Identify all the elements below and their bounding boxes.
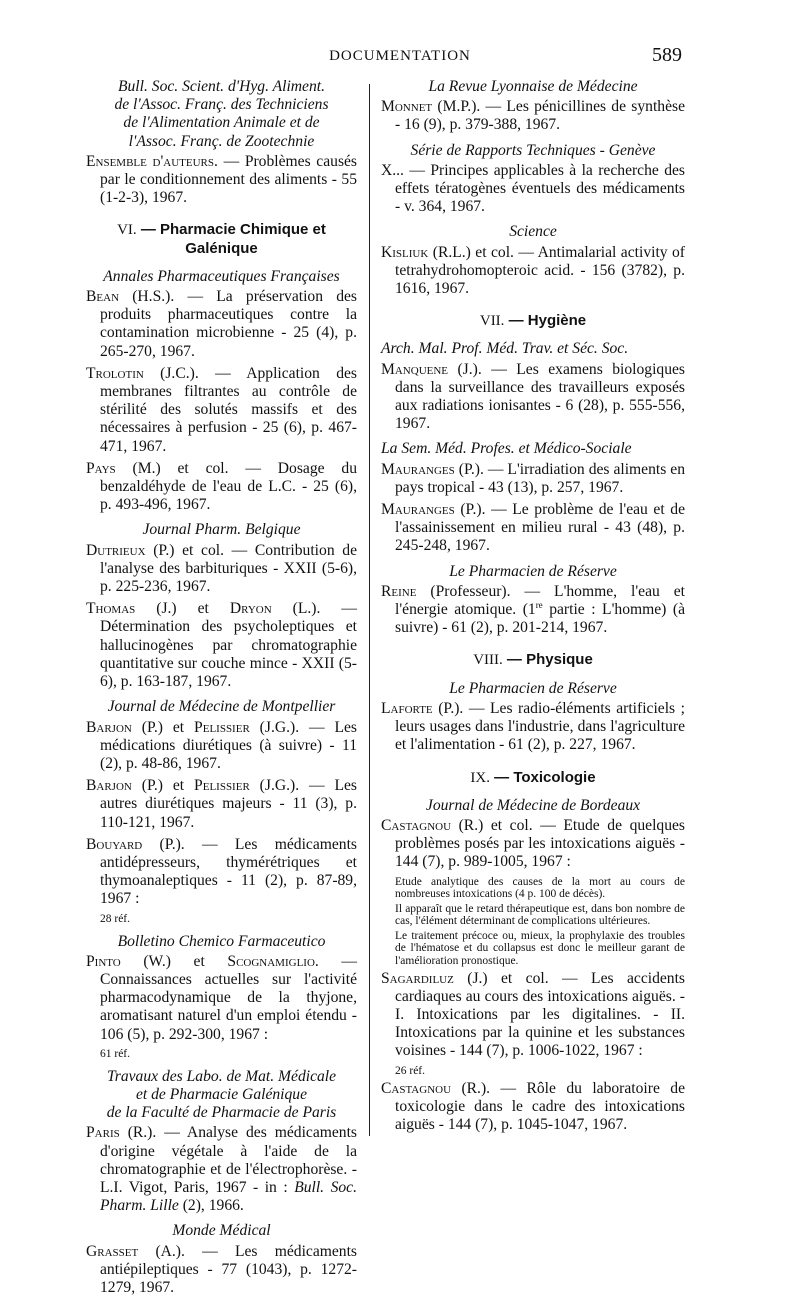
entry-author: Reine [381, 582, 417, 600]
bibliography-entry [381, 970, 685, 1061]
bibliography-entry [86, 1243, 357, 1298]
entry-initials: (P.) et [131, 718, 195, 736]
entry-coauthor-initials: (J.G.). [249, 718, 300, 736]
entry-author: Bouyard [86, 835, 143, 853]
entry-text: — Les médicaments antiépileptiques - 77 (1043), p. 1272-1279, 1967. [100, 1242, 358, 1296]
entry-author: Sagardiluz [381, 969, 454, 987]
section-heading [86, 221, 357, 257]
section-heading [381, 769, 685, 787]
entry-text: — Analyse des médicaments d'origine végétale à l'aide de la chromatographie et de l'électrophorèse. - L.I. Vigot, Paris, 1967 - in : [100, 1124, 358, 1196]
entry-initials: (P.). [432, 699, 464, 717]
reference-count: 28 réf. [100, 912, 131, 925]
entry-text: — L'irradiation des aliments en pays tropical - 43 (13), p. 257, 1967. [395, 460, 685, 496]
entry-author: X... [381, 161, 404, 179]
entry-text: — Connaissances actuelles sur l'activité pharmacodynamique de la thyjone, aromatisant naturel d'un emploi étendu - 106 (5), p. 292-300, 1967 : [100, 952, 357, 1043]
entry-text: — Antimalarial activity of tetrahydrohomopteroic acid. - 156 (3782), p. 1616, 1967. [395, 243, 686, 298]
bibliography-entry [381, 461, 685, 497]
bibliography-entry [86, 953, 357, 1044]
abstract-note: Etude analytique des causes de la mort au cours de nombreuses intoxications (4 p. 100 de décès). [395, 875, 685, 901]
entry-text: — Les examens biologiques dans la surveillance des travailleurs exposés aux radiations ionisantes - 6 (28), p. 555-556, 1967. [395, 360, 686, 433]
entry-author: Trolotin [86, 364, 144, 382]
entry-coauthor: Dryon [229, 600, 272, 618]
section-title: — Pharmacie Chimique et Galénique [136, 221, 326, 257]
section-heading [381, 312, 685, 330]
entry-initials: (Professeur). [416, 582, 511, 600]
ordinal-superscript: re [535, 599, 543, 610]
section-number: VIII. [473, 652, 503, 669]
column-divider [369, 84, 370, 1136]
section-heading [381, 651, 685, 669]
entry-author: Castagnou [381, 816, 452, 834]
journal-title: Annales Pharmaceutiques Françaises [103, 267, 340, 285]
entry-text-tail: partie : L'homme) (à suivre) - 61 (2), p. 201-214, 1967. [395, 601, 685, 637]
entry-author: Monnet [381, 98, 433, 116]
page-number: 589 [652, 44, 682, 66]
entry-initials: (J.). [448, 360, 482, 378]
bibliography-entry [381, 583, 685, 638]
entry-coauthor-initials: (J.G.). [249, 777, 300, 795]
entry-text: — La préservation des produits pharmaceutiques contre la contamination microbienne - 25 (4), p. 265-270, 1967. [100, 288, 357, 360]
journal-title-line: Bull. Soc. Scient. d'Hyg. Aliment. [117, 78, 326, 95]
entry-text: — Les autres diurétiques majeurs - 11 (3), p. 110-121, 1967. [100, 777, 357, 831]
bibliography-entry [86, 365, 357, 456]
journal-title: Le Pharmacien de Réserve [449, 562, 617, 580]
section-number: VI. [117, 222, 137, 239]
bibliography-entry [381, 700, 685, 755]
entry-initials: (A.). [138, 1242, 185, 1260]
entry-coauthor: Scognamiglio. [227, 952, 319, 970]
entry-initials: (J.C.). [143, 364, 199, 382]
entry-text: — Dosage du benzaldéhyde de l'eau de L.C. - 25 (6), p. 493-496, 1967. [100, 459, 357, 514]
entry-initials: (P.) et col. [145, 541, 224, 559]
journal-title: Journal de Médecine de Bordeaux [425, 796, 641, 814]
entry-initials: (P.). [142, 835, 185, 853]
entry-coauthor-initials: (L.). [271, 600, 321, 618]
entry-author: Castagnou [381, 1079, 452, 1097]
bibliography-entry [381, 817, 685, 872]
bibliography-entry [86, 153, 357, 208]
bibliography-entry [381, 501, 685, 556]
entry-author: Pinto [86, 952, 121, 970]
bibliography-entry [86, 460, 357, 515]
bibliography-entry [381, 162, 685, 217]
entry-author: Kisliuk [381, 243, 429, 261]
journal-title: Le Pharmacien de Réserve [449, 679, 617, 697]
journal-title-line: de l'Alimentation Animale et de [123, 114, 320, 132]
journal-title: Bolletino Chemico Farmaceutico [117, 932, 326, 950]
journal-title [86, 78, 357, 151]
entry-text: — Les médications diurétiques (à suivre) - 11 (2), p. 48-86, 1967. [100, 718, 357, 772]
journal-title-line: Travaux des Labo. de Mat. Médicale [106, 1067, 337, 1085]
section-title: — Hygiène [504, 312, 587, 330]
entry-initials: (R.). [119, 1124, 157, 1142]
journal-title-line: l'Assoc. Franç. de Zootechnie [128, 132, 315, 150]
journal-title-line: de la Faculté de Pharmacie de Paris [106, 1104, 337, 1122]
entry-text-tail: (2), 1966. [178, 1197, 244, 1215]
entry-text: — L'homme, l'eau et l'énergie atomique. (1 [395, 582, 685, 619]
entry-text: — Le problème de l'eau et de l'assainissement en milieu rural - 43 (48), p. 245-248, 1967. [395, 501, 685, 555]
journal-title: Monde Médical [172, 1222, 271, 1240]
entry-author: Bean [86, 288, 120, 306]
entry-text: — Application des membranes filtrantes au contrôle de stérilité des solutés massifs et des nécessaires à perfusion - 25 (6), p. 467-471, 1967. [100, 364, 358, 455]
entry-author: Mauranges [381, 501, 455, 519]
left-column [86, 78, 357, 1301]
entry-text: — Rôle du laboratoire de toxicologie dans le cadre des intoxications aiguës - 144 (7), p. 1045-1047, 1967. [395, 1079, 685, 1134]
entry-text: — Détermination des psycholeptiques et hallucinogènes par chromatographie quantitative sur couche mince - XXII (5-6), p. 163-187, 1967. [100, 600, 357, 691]
entry-author: Barjon [86, 777, 132, 795]
abstract-note: Le traitement précoce ou, mieux, la prophylaxie des troubles de l'hématose et du collapsus est donc le meilleur garant de l'amélioration pronostique. [395, 929, 685, 968]
bibliography-entry [86, 777, 357, 832]
journal-title: La Revue Lyonnaise de Médecine [428, 78, 638, 95]
entry-initials: (R.). [451, 1079, 491, 1097]
entry-initials: (J.) et [135, 600, 230, 618]
reference-count: 61 réf. [100, 1047, 131, 1060]
entry-initials: (R.) et col. [451, 816, 533, 834]
entry-author: Mauranges [381, 460, 455, 478]
journal-title [86, 1068, 357, 1123]
running-title: DOCUMENTATION [329, 48, 471, 64]
entry-author: Barjon [86, 718, 132, 736]
section-title: — Physique [502, 651, 593, 669]
section-number: VII. [479, 313, 505, 330]
entry-author: Dutrieux [86, 541, 146, 559]
bibliography-entry [86, 719, 357, 774]
entry-author: Thomas [86, 600, 136, 618]
reference-count: 26 réf. [395, 1064, 426, 1077]
journal-title-line: et de Pharmacie Galénique [135, 1085, 308, 1103]
bibliography-entry [86, 1124, 357, 1215]
journal-title: Journal de Médecine de Montpellier [107, 698, 336, 716]
entry-journal: Bull. Soc. Pharm. Lille [100, 1178, 357, 1215]
right-column [381, 78, 685, 1138]
bibliography-entry [381, 361, 685, 434]
entry-author: Manquene [381, 360, 449, 378]
entry-initials: (R.L.) et col. [428, 243, 514, 261]
entry-initials: (P.). [454, 501, 486, 519]
bibliography-entry [381, 244, 685, 299]
bibliography-entry [86, 836, 357, 909]
bibliography-entry [86, 600, 357, 691]
journal-title: Journal Pharm. Belgique [142, 521, 301, 539]
entry-author: Ensemble d'auteurs. [86, 152, 218, 170]
entry-text: — Les médicaments antidépresseurs, thymérétriques et thymoanaleptiques - 11 (2), p. 87-89, 1967 : [100, 835, 357, 908]
bibliography-entry [86, 542, 357, 597]
entry-text: — Principes applicables à la recherche des effets tératogènes éventuels des médicaments - v. 364, 1967. [395, 161, 685, 216]
entry-author: Paris [86, 1124, 120, 1142]
entry-text: — Problèmes causés par le conditionnement des aliments - 55 (1-2-3), 1967. [100, 152, 357, 207]
entry-text: — Contribution de l'analyse des barbituriques - XXII (5-6), p. 225-236, 1967. [100, 541, 357, 596]
entry-initials: (M.) et col. [115, 459, 229, 477]
journal-title-line: de l'Assoc. Franç. des Techniciens [114, 96, 329, 114]
bibliography-entry [381, 1080, 685, 1135]
entry-text: — Les radio-éléments artificiels ; leurs usages dans l'industrie, dans l'agriculture et l'alimentation - 61 (2), p. 227, 1967. [395, 699, 685, 754]
entry-coauthor: Pelissier [194, 718, 250, 736]
entry-initials: (M.P.). [432, 98, 481, 116]
abstract-note: Il apparaît que le retard thérapeutique est, dans bon nombre de cas, l'élément déterminant de complications ultérieures. [395, 902, 685, 928]
section-title: — Toxicologie [490, 768, 596, 786]
entry-initials: (W.) et [120, 952, 228, 970]
entry-initials: (J.) et col. [453, 969, 549, 987]
entry-initials: (P.) et [131, 777, 195, 795]
entry-text: — Les pénicillines de synthèse - 16 (9), p. 379-388, 1967. [395, 98, 685, 134]
entry-author: Grasset [86, 1242, 139, 1260]
entry-author: Pays [86, 459, 116, 477]
journal-title: Arch. Mal. Prof. Méd. Trav. et Séc. Soc. [381, 340, 629, 358]
entry-text: — Etude de quelques problèmes posés par les intoxications aiguës - 144 (7), p. 989-1005, 1967 : [395, 816, 685, 871]
journal-title: Science [509, 223, 557, 241]
section-number: IX. [470, 769, 490, 786]
bibliography-entry [86, 288, 357, 361]
bibliography-entry [381, 98, 685, 134]
entry-text: — Les accidents cardiaques au cours des intoxications aiguës. - I. Intoxications par les digitalines. - II. Intoxications par la quinine et les substances voisines - 144 (7), p. 1006-1022, 1967 : [395, 969, 685, 1060]
journal-title: Série de Rapports Techniques - Genève [410, 141, 656, 159]
entry-coauthor: Pelissier [194, 777, 250, 795]
page-header [0, 44, 800, 70]
journal-title: La Sem. Méd. Profes. et Médico-Sociale [381, 440, 632, 458]
entry-author: Laforte [381, 699, 433, 717]
entry-initials: (H.S.). [119, 288, 175, 306]
entry-initials: (P.). [454, 460, 484, 478]
